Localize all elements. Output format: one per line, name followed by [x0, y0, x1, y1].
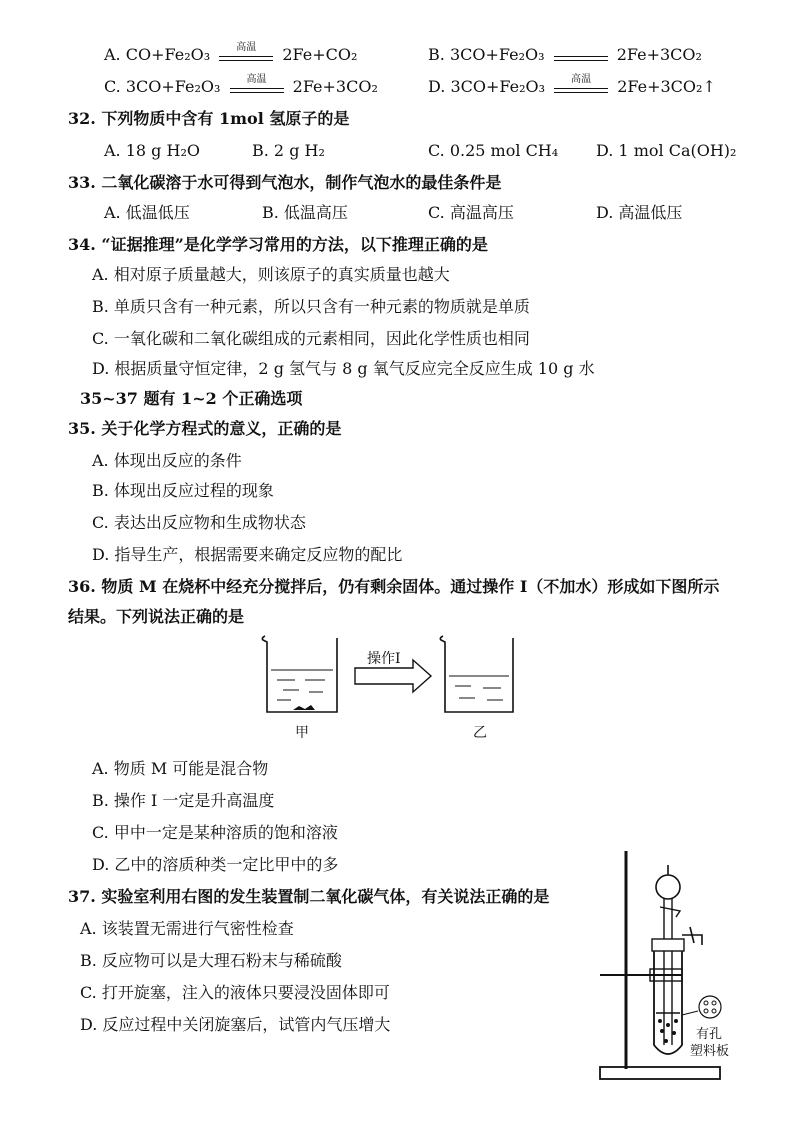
- option-letter: A.: [104, 45, 121, 64]
- q36-stem-line1: 36. 物质 M 在烧杯中经充分搅拌后，仍有剩余固体。通过操作 I（不加水）形成如下图所示: [68, 577, 720, 596]
- option-letter: D.: [428, 77, 446, 96]
- q36-option-b: B. 操作 I 一定是升高温度: [92, 791, 275, 810]
- q32-option-c: C. 0.25 mol CH₄: [428, 141, 559, 160]
- equation-products: 2Fe+3CO₂: [292, 77, 378, 96]
- q31-option-b: [428, 44, 702, 67]
- equation-reactants: CO+Fe₂O₃: [125, 45, 211, 64]
- operation-label: 操作I: [367, 651, 401, 667]
- q34-option-d: D. 根据质量守恒定律，2 g 氢气与 8 g 氧气反应完全反应生成 10 g 水: [92, 359, 595, 378]
- reaction-condition: 高温: [571, 73, 592, 85]
- q34-option-c: C. 一氧化碳和二氧化碳组成的元素相同，因此化学性质也相同: [92, 329, 530, 348]
- equals-sign-with-condition: [219, 41, 273, 67]
- q36-option-a: A. 物质 M 可能是混合物: [92, 759, 269, 778]
- equation-reactants: 3CO+Fe₂O₃: [449, 45, 545, 64]
- plate-label-line2: 塑料板: [690, 1044, 730, 1059]
- q33-option-c: C. 高温高压: [428, 203, 514, 222]
- q33-option-b: B. 低温高压: [262, 203, 348, 222]
- equation-products: 2Fe+3CO₂↑: [617, 77, 716, 96]
- q37-option-d: D. 反应过程中关闭旋塞后，试管内气压增大: [80, 1015, 391, 1034]
- q37-option-a: A. 该装置无需进行气密性检查: [80, 919, 294, 938]
- equation-reactants: 3CO+Fe₂O₃: [125, 77, 221, 96]
- q35-option-c: C. 表达出反应物和生成物状态: [92, 513, 306, 532]
- q31-option-c: [104, 73, 378, 99]
- equation-products: 2Fe+CO₂: [282, 45, 358, 64]
- option-letter: B.: [428, 45, 445, 64]
- q36-option-c: C. 甲中一定是某种溶质的饱和溶液: [92, 823, 338, 842]
- q37-apparatus-figure: [590, 845, 730, 1085]
- reaction-condition: 高温: [246, 73, 267, 85]
- q36-stem-line2: 结果。下列说法正确的是: [68, 607, 245, 626]
- plate-label-line1: 有孔: [696, 1027, 723, 1042]
- q36-option-d: D. 乙中的溶质种类一定比甲中的多: [92, 855, 339, 874]
- q33-stem: 33. 二氧化碳溶于水可得到气泡水，制作气泡水的最佳条件是: [68, 173, 502, 192]
- q37-option-b: B. 反应物可以是大理石粉末与稀硫酸: [80, 951, 342, 970]
- equals-sign: [554, 45, 608, 67]
- q32-option-d: D. 1 mol Ca(OH)₂: [596, 141, 737, 160]
- q31-option-d: [428, 73, 716, 99]
- q35-option-a: A. 体现出反应的条件: [92, 451, 242, 470]
- section-note: 35~37 题有 1~2 个正确选项: [80, 389, 303, 408]
- equation-products: 2Fe+3CO₂: [616, 45, 702, 64]
- q37-option-c: C. 打开旋塞，注入的液体只要浸没固体即可: [80, 983, 390, 1002]
- test-tube-icon: [652, 939, 684, 1054]
- beaker-left-icon: [262, 636, 337, 712]
- q32-option-b: B. 2 g H₂: [252, 141, 325, 160]
- reaction-condition: 高温: [236, 41, 257, 53]
- option-letter: C.: [104, 77, 121, 96]
- q35-option-d: D. 指导生产，根据需要来确定反应物的配比: [92, 545, 403, 564]
- separatory-funnel-icon: [656, 865, 680, 1045]
- q34-option-b: B. 单质只含有一种元素，所以只含有一种元素的物质就是单质: [92, 297, 530, 316]
- q37-stem: 37. 实验室利用右图的发生装置制二氧化碳气体，有关说法正确的是: [68, 887, 550, 906]
- q36-beaker-figure: [255, 630, 515, 745]
- beaker-right-label: 乙: [473, 725, 487, 741]
- q35-stem: 35. 关于化学方程式的意义，正确的是: [68, 419, 342, 438]
- q32-stem: 32. 下列物质中含有 1mol 氢原子的是: [68, 109, 350, 128]
- q32-option-a: A. 18 g H₂O: [104, 141, 200, 160]
- q33-option-a: A. 低温低压: [104, 203, 190, 222]
- perforated-plate-icon: [682, 996, 721, 1018]
- q34-stem: 34. “证据推理”是化学学习常用的方法，以下推理正确的是: [68, 235, 488, 254]
- q34-option-a: A. 相对原子质量越大，则该原子的真实质量也越大: [92, 265, 450, 284]
- beaker-left-label: 甲: [295, 725, 309, 741]
- q31-option-a: [104, 41, 358, 67]
- side-tube-valve-icon: [682, 927, 702, 945]
- beaker-right-icon: [440, 636, 513, 712]
- equals-sign-with-condition: [554, 73, 608, 99]
- equals-sign-with-condition: [230, 73, 284, 99]
- q35-option-b: B. 体现出反应过程的现象: [92, 481, 274, 500]
- equation-reactants: 3CO+Fe₂O₃: [450, 77, 546, 96]
- q33-option-d: D. 高温低压: [596, 203, 683, 222]
